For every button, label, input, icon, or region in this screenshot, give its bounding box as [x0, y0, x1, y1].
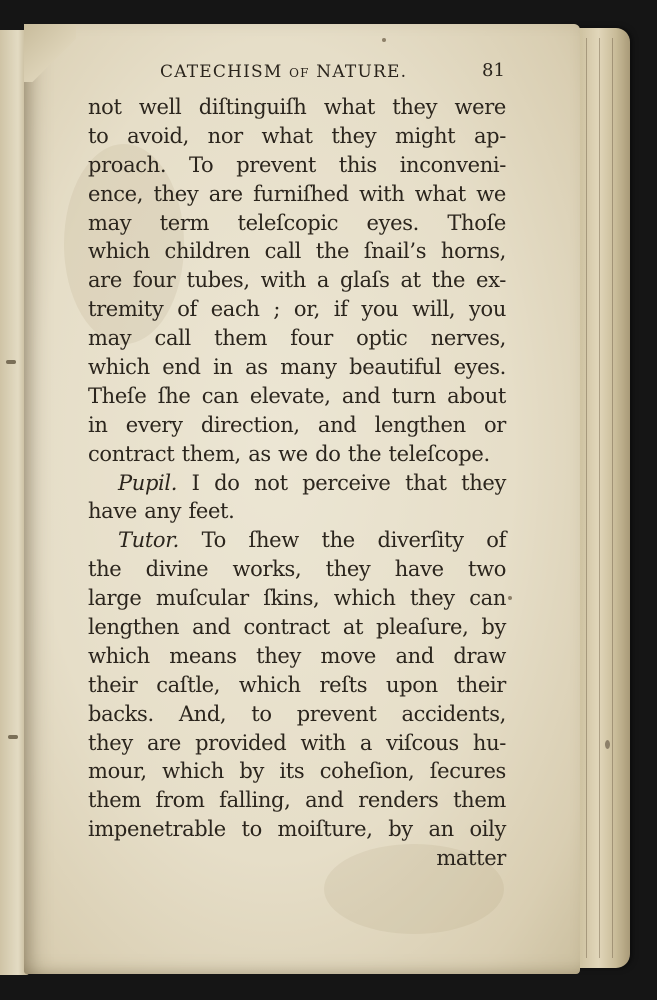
text-line: their caſtle, which reſts upon their — [88, 672, 506, 697]
text-line: the divine works, they have two — [88, 557, 506, 582]
speech-text: I do not perceive that they — [177, 470, 506, 495]
text-line: may call them four optic nerves, — [88, 326, 506, 351]
ink-mark — [6, 360, 16, 364]
text-line: ence, they are furniſhed with what we — [88, 181, 506, 206]
ink-speck — [605, 740, 610, 749]
running-head — [160, 62, 407, 82]
speaker-label: Tutor. — [118, 528, 179, 553]
text-line: are four tubes, with a glaſs at the ex- — [88, 268, 506, 293]
running-head-text: CATECHISM — [160, 62, 290, 82]
text-line: which end in as many beautiful eyes. — [88, 355, 506, 380]
body-text — [88, 93, 506, 873]
text-line: which means they move and draw — [88, 643, 506, 668]
text-line: which children call the ſnail’s horns, — [88, 239, 506, 264]
running-head-text-end: NATURE. — [309, 62, 408, 82]
text-line: them from falling, and renders them — [88, 788, 506, 813]
text-line: lengthen and contract at pleaſure, by — [88, 615, 506, 640]
text-line: in every direction, and lengthen or — [88, 412, 506, 437]
ink-speck — [508, 596, 512, 600]
running-head-small-caps: OF — [289, 66, 310, 80]
text-line: have any feet. — [88, 499, 235, 524]
ink-mark — [8, 735, 18, 739]
speaker-label: Pupil. — [118, 470, 178, 495]
page-number: 81 — [482, 60, 505, 81]
text-line: not well diſtinguiſh what they were — [88, 95, 506, 119]
text-line: tremity of each ; or, if you will, you — [88, 297, 506, 322]
text-line: they are provided with a viſcous hu- — [88, 730, 506, 755]
ink-speck — [382, 38, 386, 42]
text-line: to avoid, nor what they might ap- — [88, 123, 506, 148]
text-line: may term teleſcopic eyes. Thoſe — [88, 210, 506, 235]
dog-ear-corner — [24, 24, 76, 82]
text-line: proach. To prevent this inconveni- — [88, 152, 506, 177]
text-line: Theſe ſhe can elevate, and turn about — [88, 383, 506, 408]
tutor-line — [88, 526, 506, 555]
text-line: large muſcular ſkins, which they can — [88, 586, 506, 611]
catchword: matter — [436, 846, 506, 871]
pupil-line — [88, 469, 506, 498]
text-line: contract them, as we do the teleſcope. — [88, 441, 490, 466]
text-line: mour, which by its coheſion, ſecures — [88, 759, 506, 784]
text-line: impenetrable to moiſture, by an oily — [88, 817, 506, 842]
speech-text: To ſhew the diverſity of — [178, 528, 506, 553]
text-line: backs. And, to prevent accidents, — [88, 701, 506, 726]
